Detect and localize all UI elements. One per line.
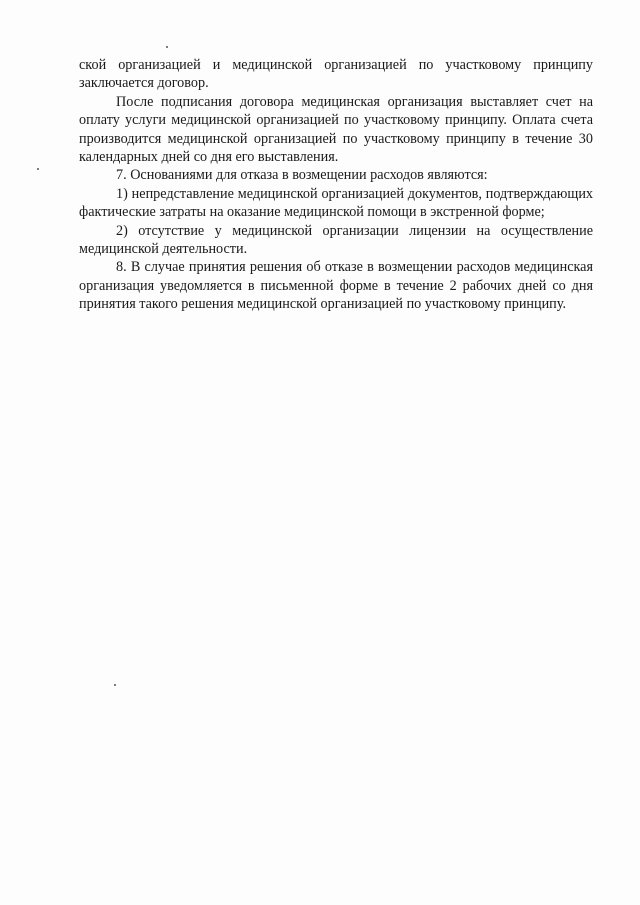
paragraph-refusal-notification: 8. В случае принятия решения об отказе в возмещении расходов медицинская организация уведомляется в письменной форме в течение 2 рабочих дней со дня принятия такого решения медицинской организацией по участковому принципу. <box>79 259 593 313</box>
paragraph-invoice-payment: После подписания договора медицинская организация выставляет счет на оплату услуги медицинской организацией по участковому принципу. Оплата счета производится медицинской организацией по участковому принципу в течение 30 календарных дней со дня его выставления. <box>79 93 593 166</box>
scan-speck <box>166 46 168 48</box>
paragraph-contract-conclusion: ской организацией и медицинской организацией по участковому принципу заключается договор. <box>79 57 593 92</box>
paragraph-refusal-item-2: 2) отсутствие у медицинской организации лицензии на осуществление медицинской деятельности. <box>79 222 593 258</box>
scan-speck <box>114 684 116 686</box>
paragraph-refusal-item-1: 1) непредставление медицинской организацией документов, подтверждающих фактические затраты на оказание медицинской помощи в экстренной форме; <box>79 185 593 221</box>
document-body <box>79 56 593 314</box>
scan-speck <box>37 168 39 170</box>
paragraph-refusal-grounds: 7. Основаниями для отказа в возмещении расходов являются: <box>116 167 488 184</box>
